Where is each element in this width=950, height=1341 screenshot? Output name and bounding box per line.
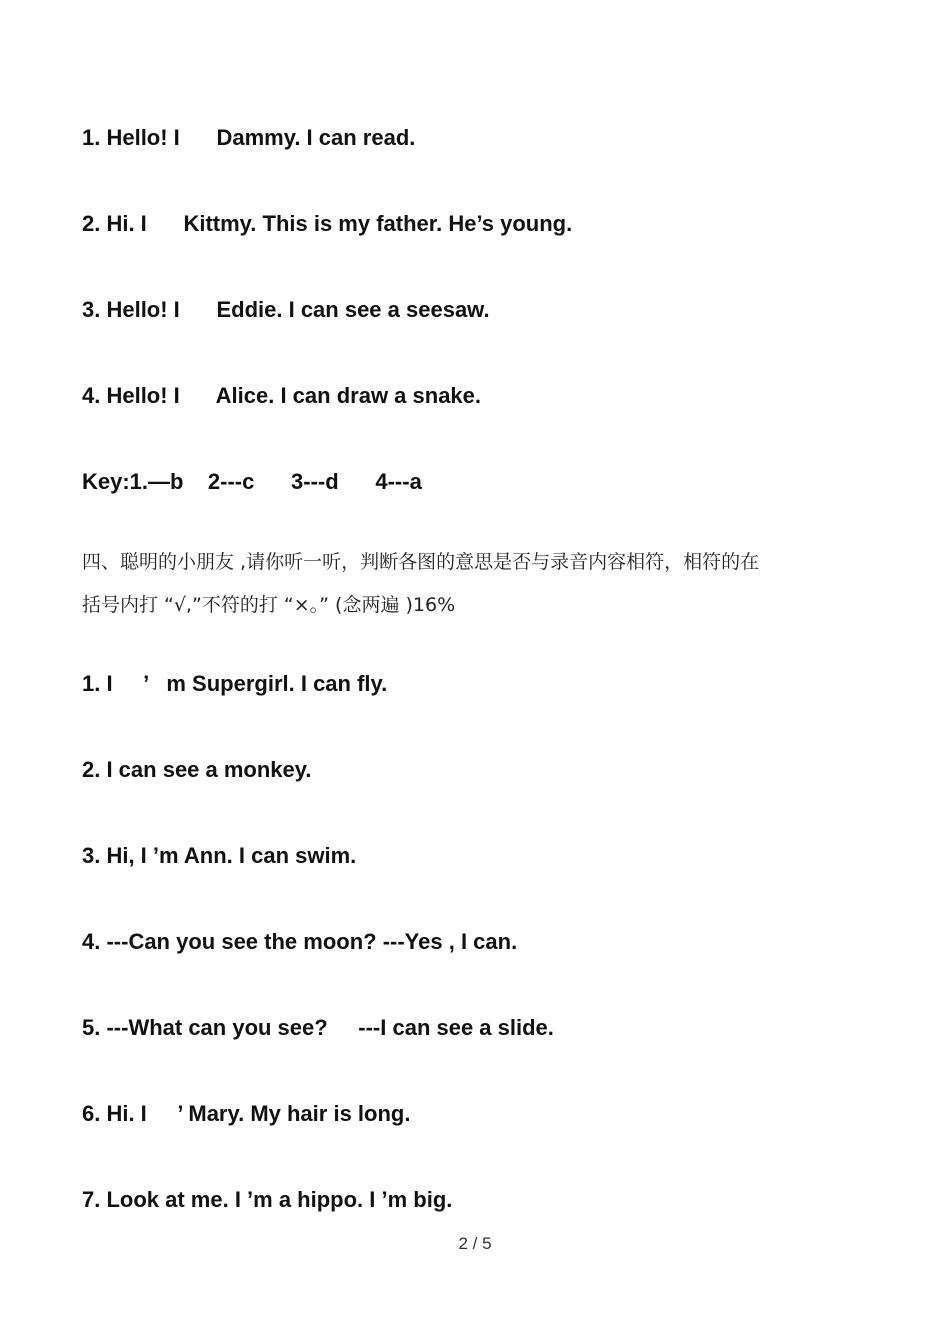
section4-line-1: 1. I ’ m Supergirl. I can fly. (82, 671, 388, 696)
section3-line-2: 2. Hi. I Kittmy. This is my father. He’s young. (82, 211, 573, 236)
answer-key: Key:1.—b 2---c 3---d 4---a (82, 469, 422, 494)
section3-line-1: 1. Hello! I Dammy. I can read. (82, 125, 416, 150)
section4-line-6: 6. Hi. I ’ Mary. My hair is long. (82, 1101, 411, 1126)
section4-line-7: 7. Look at me. I ’m a hippo. I ’m big. (82, 1187, 453, 1212)
section4-line-4: 4. ---Can you see the moon? ---Yes , I can. (82, 929, 518, 954)
section4-line-3: 3. Hi, I ’m Ann. I can swim. (82, 843, 357, 868)
section3-line-4: 4. Hello! I Alice. I can draw a snake. (82, 383, 482, 408)
section4-heading-line1: 四、聪明的小朋友 ,请你听一听，判断各图的意思是否与录音内容相符，相符的在 (82, 551, 760, 573)
section4-line-2: 2. I can see a monkey. (82, 757, 312, 782)
section3-line-3: 3. Hello! I Eddie. I can see a seesaw. (82, 297, 490, 322)
section4-line-5: 5. ---What can you see? ---I can see a slide. (82, 1015, 554, 1040)
section4-heading-line2: 括号内打 “√,”不符的打 “×。” (念两遍 )16% (82, 594, 456, 616)
page-number: 2 / 5 (458, 1234, 492, 1253)
